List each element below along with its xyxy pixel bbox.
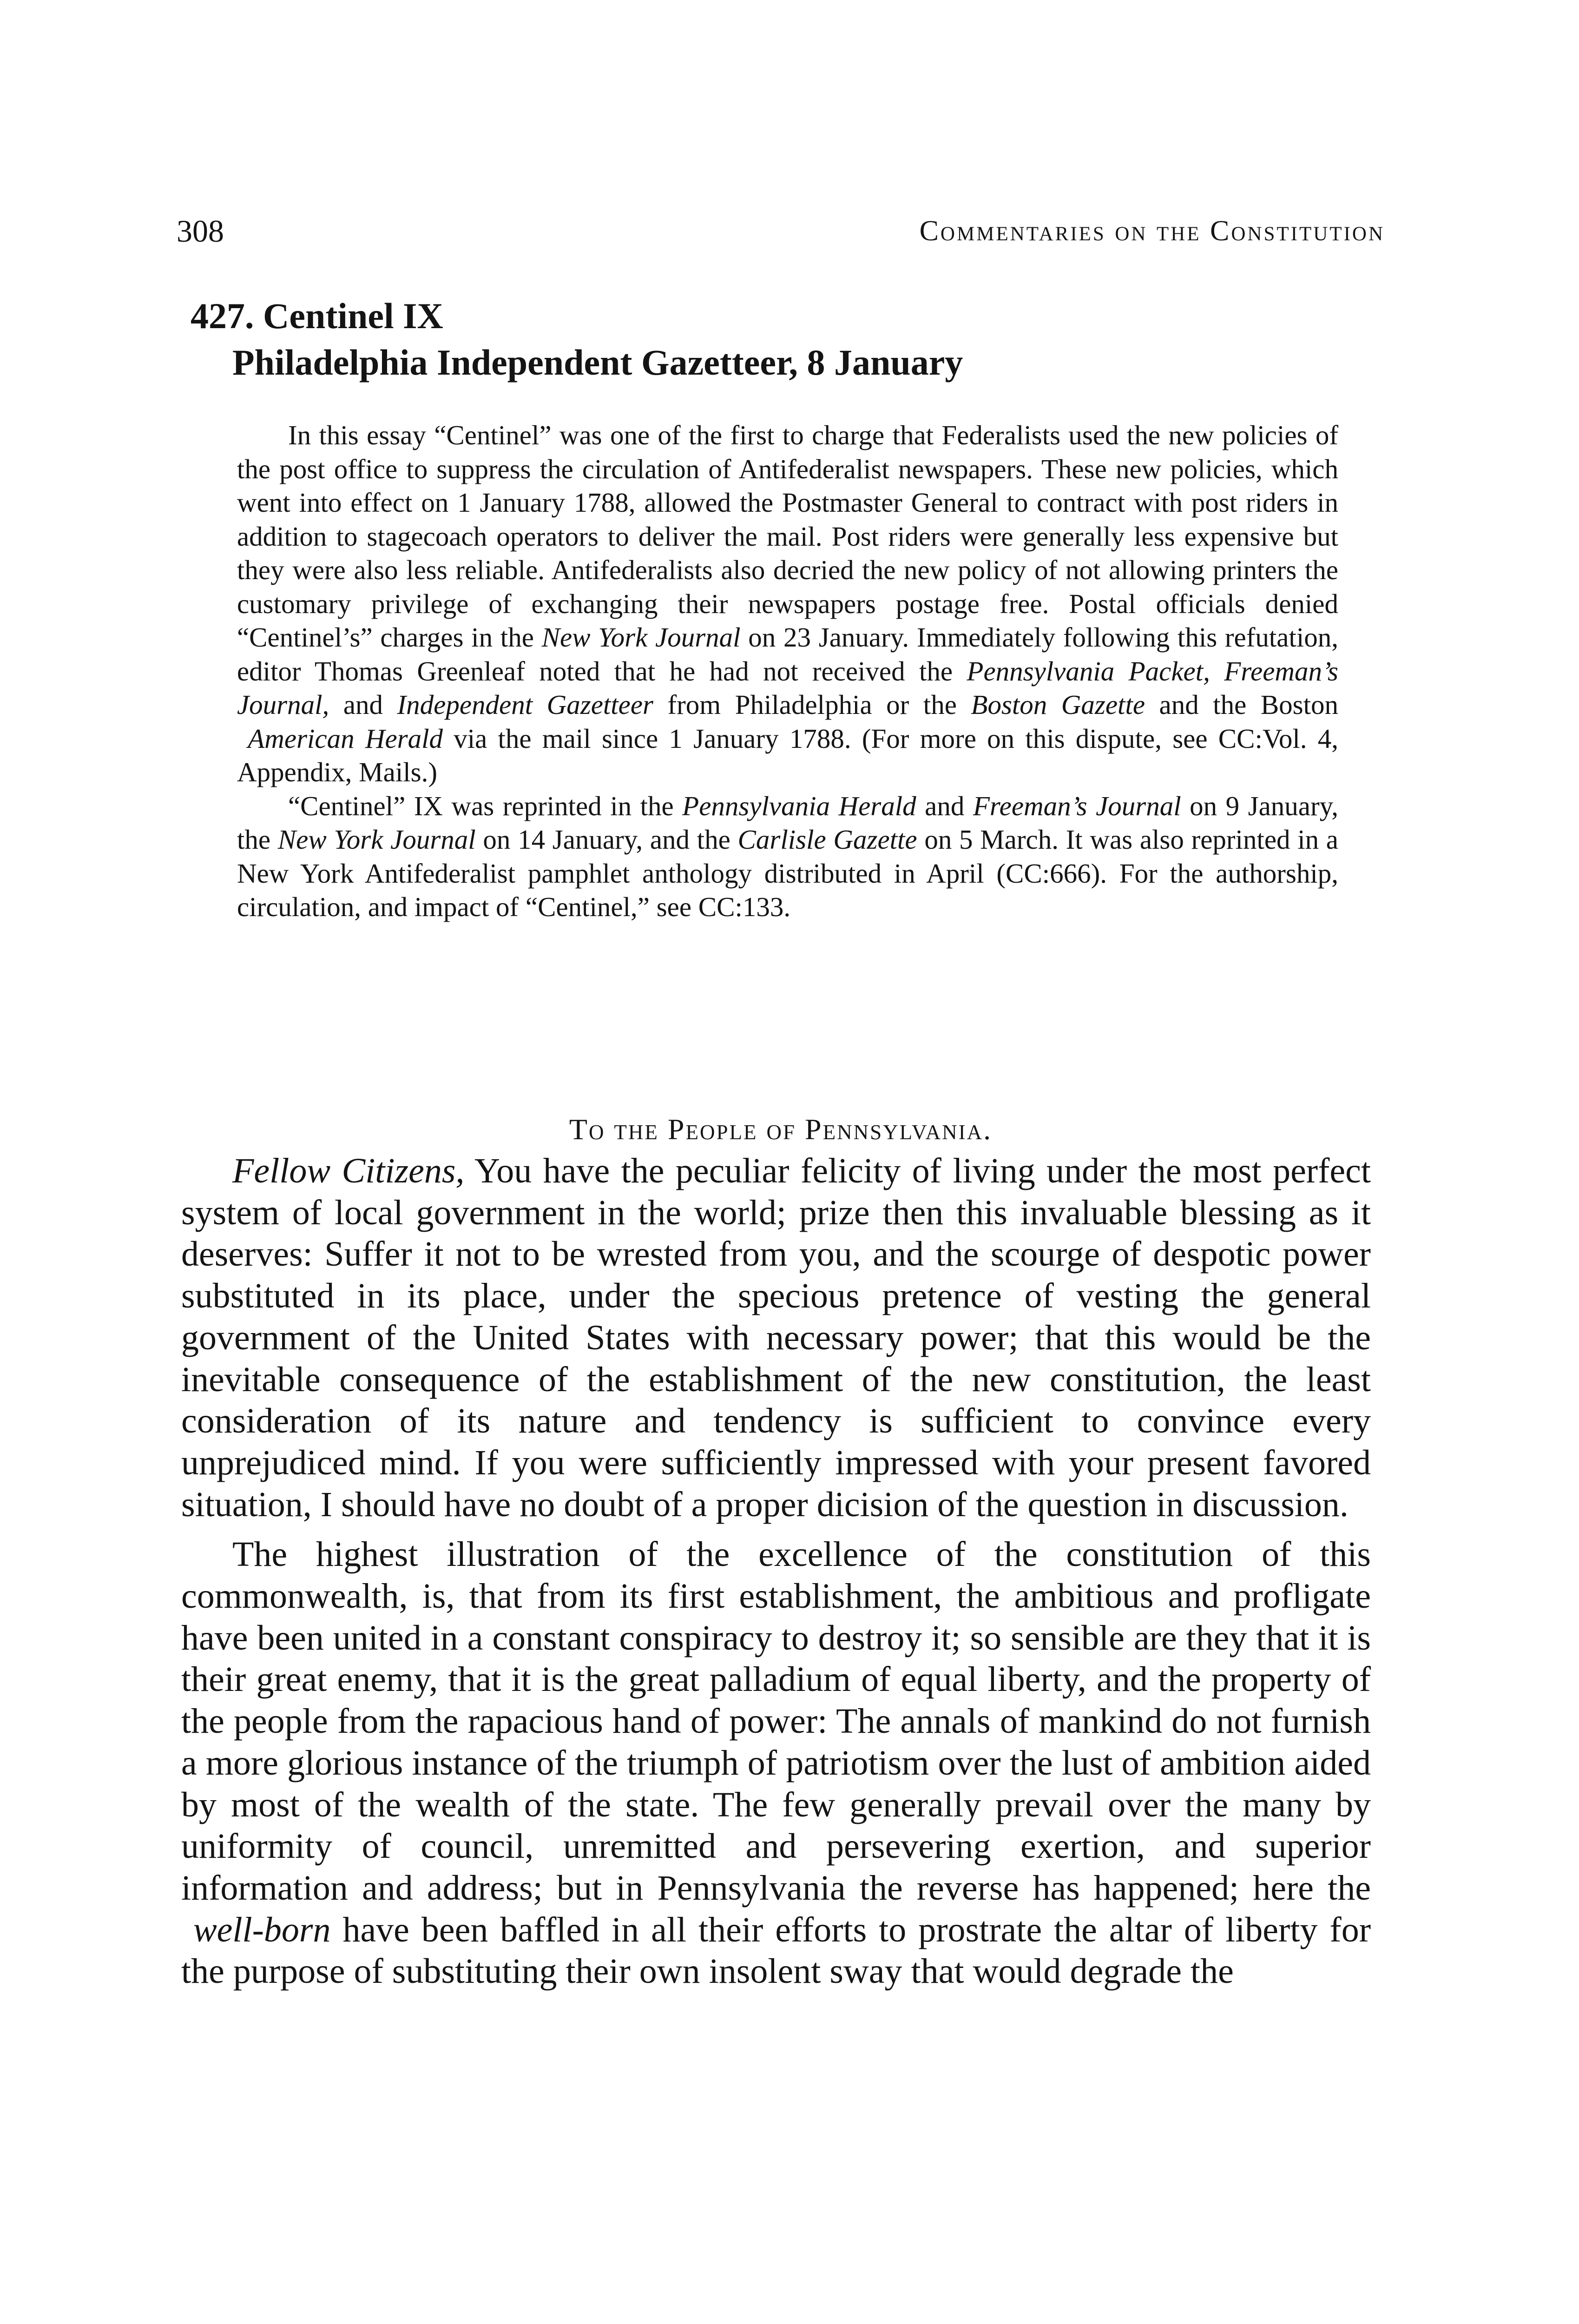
headnote-text: from Philadelphia or the — [667, 689, 957, 720]
essay-body — [181, 1150, 1371, 1993]
headnote-text: on 14 January, and the — [483, 824, 730, 855]
essay-text: The highest illustration of the excellence of the constitution of this commonwealth, is, that from its first establishment, the ambitious and profligate have been united in a constant conspiracy to destroy it; so sensible are they that it is their great enemy, that it is the great palladium of equal liberty, and the property of the people from the rapacious hand of power: The annals of mankind do not furnish a more glorious instance of the triumph of patriotism over the lust of ambition aided by most of the wealth of the state. The few generally prevail over the many by uniformity of council, unremitted and persevering exertion, and superior information and address; but in Pennsylvania the reverse has happened; here the — [181, 1535, 1371, 1908]
headnote-italic: American Herald — [248, 723, 443, 754]
running-head — [177, 210, 1385, 252]
headnote-text: In this essay “Centinel” was one of the first to charge that Federalists used the new policies of the post office to suppress the circulation of Antifederalist newspapers. These new policies, which went into effect on 1 January 1788, allowed the Postmaster General to contract with post riders in addition to stagecoach operators to deliver the mail. Post riders were generally less expensive but they were also less reliable. Antifederalists also decried the new policy of not allowing printers the customary privilege of exchanging their newspapers postage free. Postal officials denied “Centinel’s” charges in the — [237, 420, 1338, 653]
headnote-paragraph — [237, 418, 1338, 789]
editorial-headnote — [237, 418, 1338, 924]
document-number-title: 427. Centinel IX — [191, 296, 443, 336]
page-number: 308 — [177, 213, 224, 249]
document-source-date: Philadelphia Independent Gazetteer, 8 January — [232, 342, 963, 383]
headnote-italic: Independent Gazetteer — [397, 689, 653, 720]
essay-text: You have the peculiar felicity of living under the most perfect system of local government in the world; prize then this invaluable blessing as it deserves: Suffer it not to be wrested from you, and the scourge of despotic power substituted in its place, under the specious pretence of vesting the general government of the United States with necessary power; that this would be the inevitable consequence of the establishment of the new constitution, the least consideration of its nature and tendency is sufficient to convince every unprejudiced mind. If you were sufficiently impressed with your present favored situation, I should have no doubt of a proper dicision of the question in discussion. — [181, 1151, 1371, 1524]
headnote-text: and — [343, 689, 383, 720]
headnote-italic: Freeman’s Journal — [973, 790, 1181, 821]
headnote-italic: New York Journal — [277, 824, 476, 855]
salutation: Fellow Citizens, — [232, 1151, 465, 1190]
headnote-text: and — [925, 790, 965, 821]
document-heading — [191, 293, 1380, 386]
running-title: Commentaries on the Constitution — [919, 215, 1385, 247]
essay-text: have been baffled in all their efforts to prostrate the altar of liberty for the purpose of substituting their own insolent sway that would degrade the — [181, 1910, 1371, 1991]
essay-paragraph — [181, 1150, 1371, 1525]
headnote-italic: Pennsylvania Packet, Freeman’s Journal, — [237, 655, 1338, 720]
essay-italic: well-born — [193, 1910, 331, 1949]
headnote-italic: Carlisle Gazette — [737, 824, 917, 855]
headnote-text: “Centinel” IX was reprinted in the — [288, 790, 674, 821]
headnote-text: on 9 January, the — [237, 790, 1339, 855]
headnote-text: and the Boston — [1159, 689, 1339, 720]
address-line: To the People of Pennsylvania. — [569, 1113, 993, 1146]
headnote-paragraph — [237, 789, 1338, 924]
headnote-italic: New York Journal — [541, 622, 741, 653]
essay-paragraph — [181, 1534, 1371, 1993]
headnote-italic: Pennsylvania Herald — [682, 790, 916, 821]
headnote-text: on 23 January. Immediately following this refutation, editor Thomas Greenleaf noted that he had not received the — [237, 622, 1339, 687]
headnote-italic: Boston Gazette — [971, 689, 1145, 720]
headnote-text: via the mail since 1 January 1788. (For more on this dispute, see CC:Vol. 4, Appendix, Mails.) — [237, 723, 1339, 787]
headnote-text: on 5 March. It was also reprinted in a New York Antifederalist pamphlet anthology distributed in April (CC:666). For the authorship, circulation, and impact of “Centinel,” see CC:133. — [237, 824, 1338, 922]
